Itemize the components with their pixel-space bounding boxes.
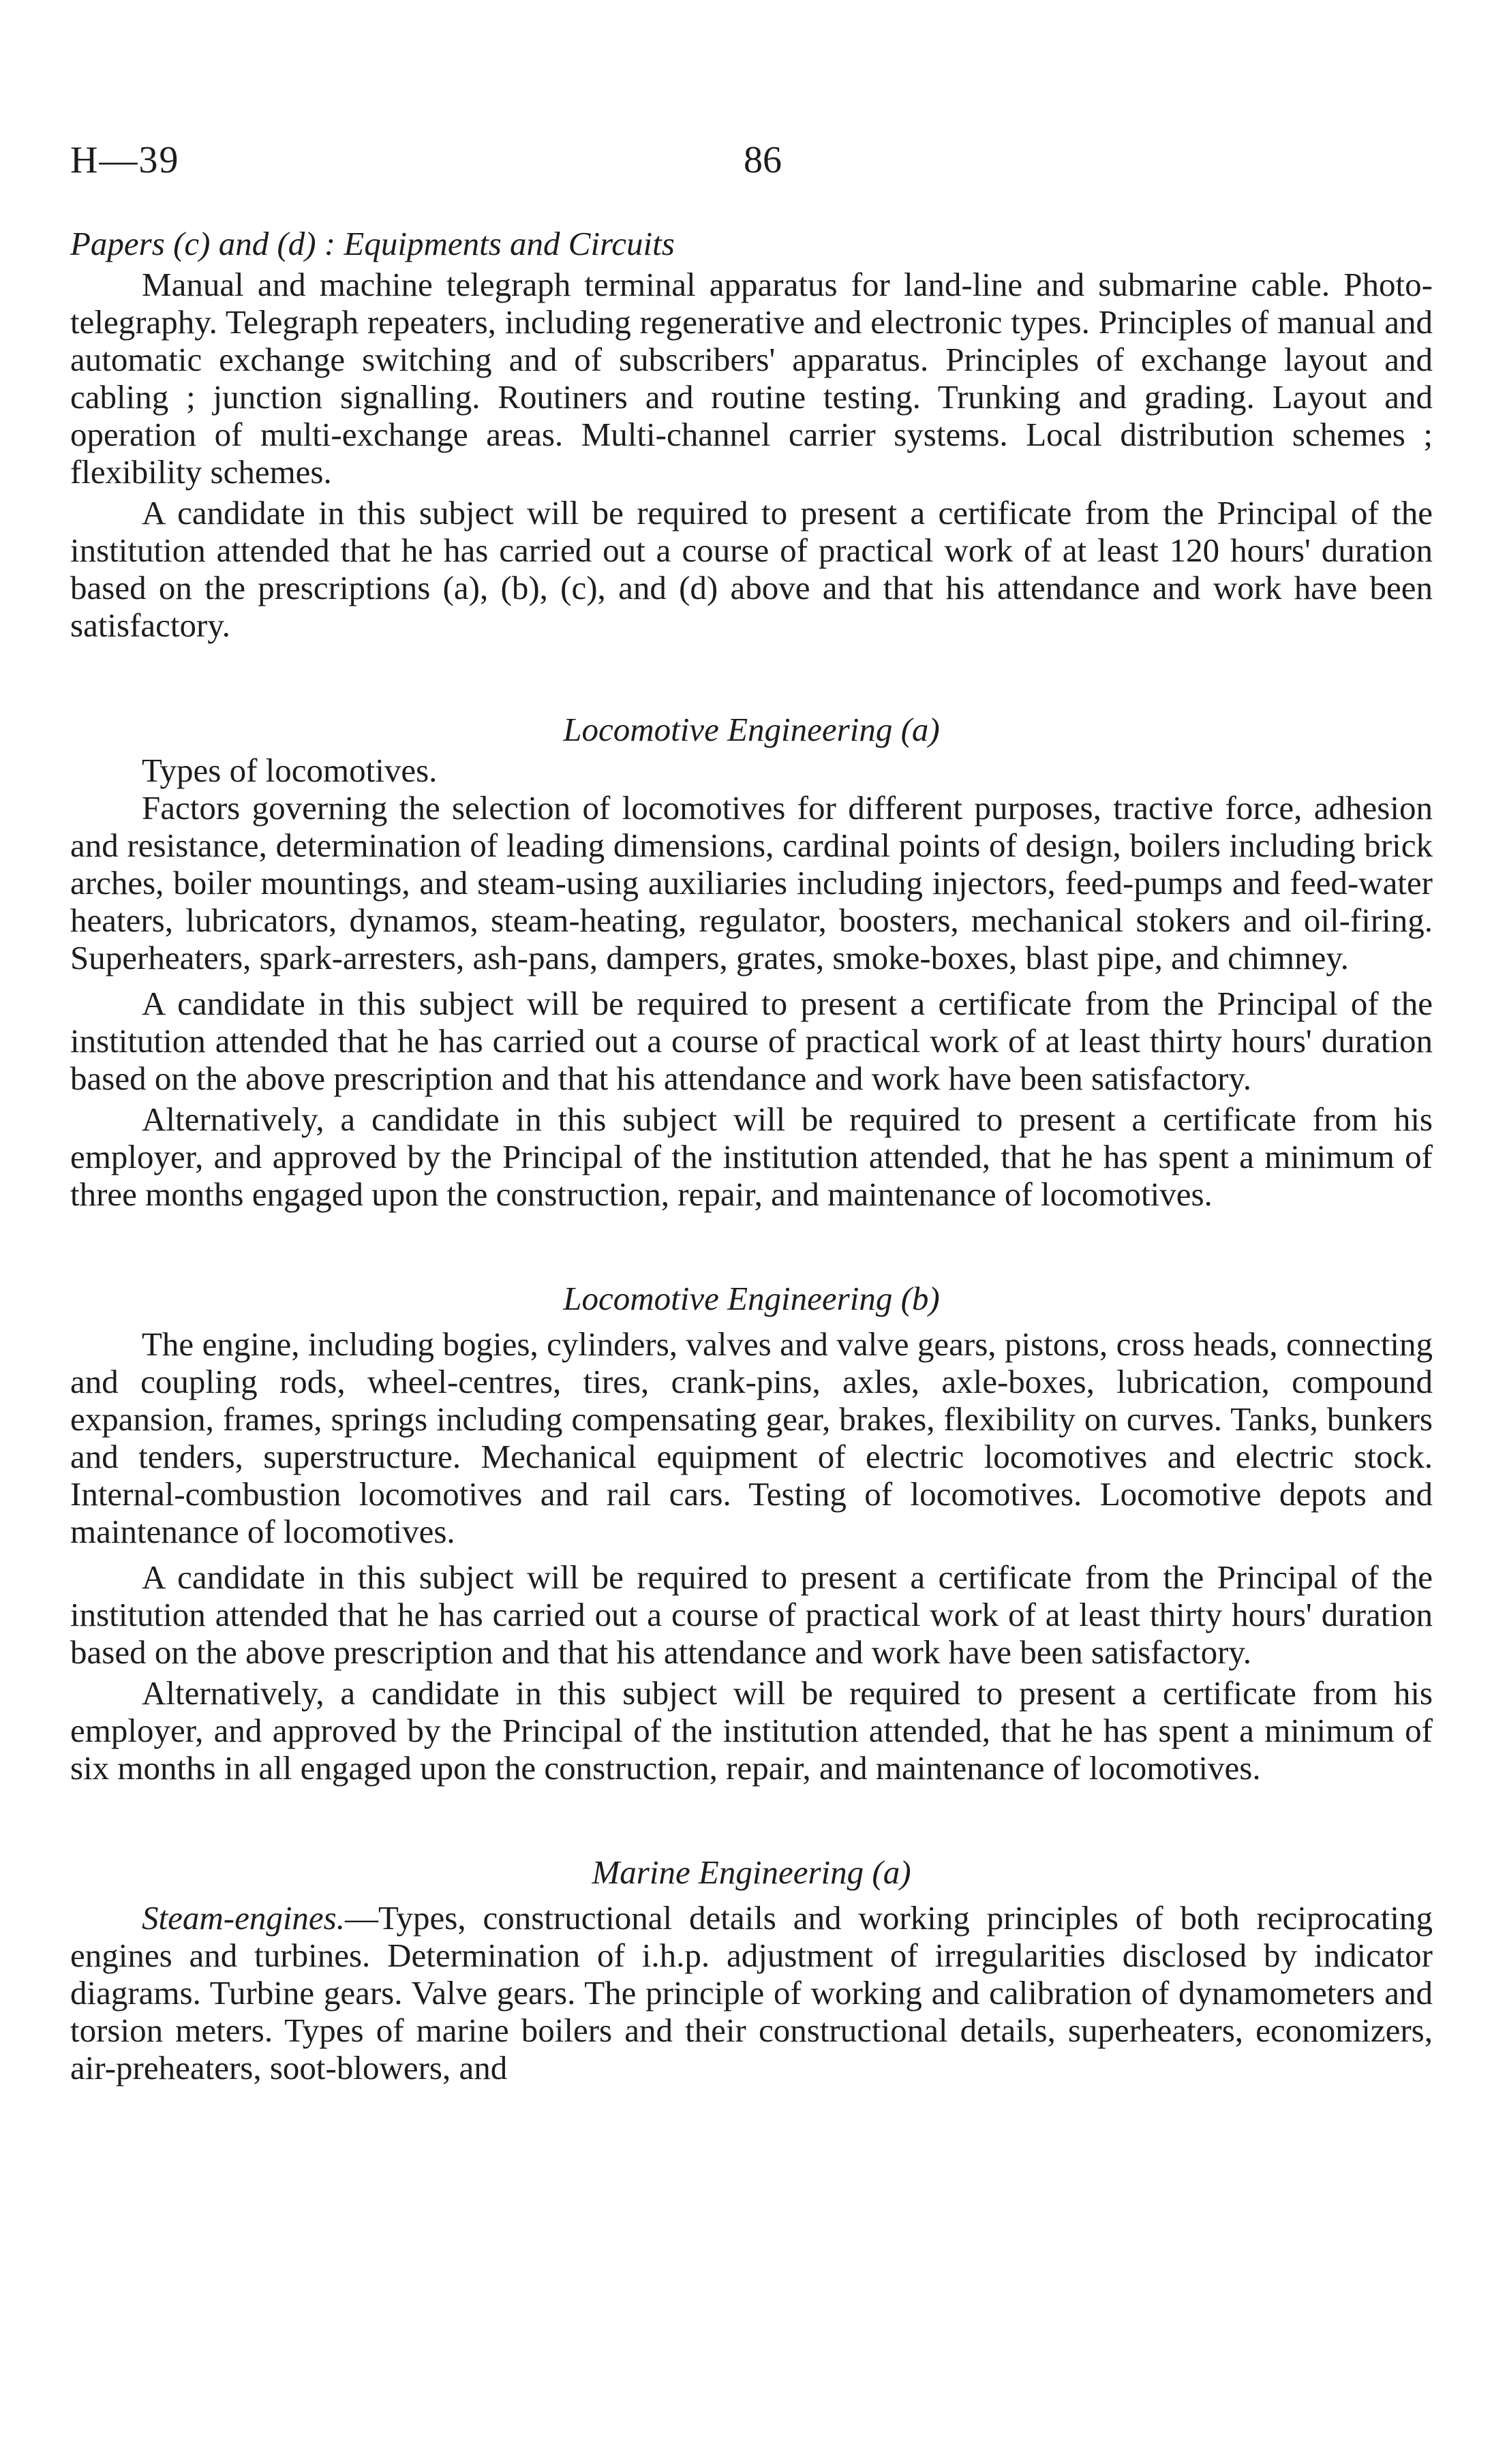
running-head <box>70 136 1433 184</box>
section-heading: Locomotive Engineering (a) <box>563 711 940 748</box>
run-in-heading: Steam-engines. <box>142 1899 345 1937</box>
section-heading: Locomotive Engineering (b) <box>563 1280 940 1317</box>
section-locomotive-engineering-b <box>70 1280 1433 1787</box>
subject-heading: Papers (c) and (d) : Equipments and Circuits <box>70 225 675 262</box>
paragraph <box>70 1899 1433 2086</box>
paragraph: Factors governing the selection of locomotives for different purposes, tractive force, adhesion and resistance, determination of leading dimensions, cardinal points of design, boilers including brick arches, boiler mountings, and steam-using auxiliaries including injectors, feed-pumps and feed-water heaters, lubricators, dynamos, steam-heating, regulator, boosters, mechanical stokers and oil-firing. Superheaters, spark-arresters, ash-pans, dampers, grates, smoke-boxes, blast pipe, and chimney. <box>70 789 1433 976</box>
section-marine-engineering-a <box>70 1853 1433 2086</box>
paragraph: Manual and machine telegraph terminal apparatus for land-line and submarine cable. Photo-telegraphy. Telegraph repeaters, including regenerative and electronic types. Principles of manual and automatic exchange switching and of subscribers' apparatus. Principles of exchange layout and cabling ; junction signalling. Routiners and routine testing. Trunking and grading. Layout and operation of multi-exchange areas. Multi-channel carrier systems. Local distribution schemes ; flexibility schemes. <box>70 266 1433 491</box>
certificate-paragraph: A candidate in this subject will be required to present a certificate from the Principal of the institution attended that he has carried out a course of practical work of at least thirty hours' duration based on the above prescription and that his attendance and work have been satisfactory. <box>70 1558 1433 1671</box>
page-number: 86 <box>744 139 782 181</box>
section-equipments-circuits <box>70 225 1433 644</box>
paragraph: Types of locomotives. <box>142 752 438 789</box>
paragraph-text: —Types, constructional details and working principles of both reciprocating engines and turbines. Determination of i.h.p. adjustment of irregularities disclosed by indicator diagrams. Turbine gears. Valve gears. The principle of working and calibration of dynamometers and torsion meters. Types of marine boilers and their constructional details, superheaters, economizers, air-preheaters, soot-blowers, and <box>70 1899 1433 2086</box>
paragraph: The engine, including bogies, cylinders, valves and valve gears, pistons, cross heads, connecting and coupling rods, wheel-centres, tires, crank-pins, axles, axle-boxes, lubrication, compound expansion, frames, springs including compensating gear, brakes, flexibility on curves. Tanks, bunkers and tenders, superstructure. Mechanical equipment of electric locomotives and electric stock. Internal-combustion locomotives and rail cars. Testing of locomotives. Locomotive depots and maintenance of locomotives. <box>70 1325 1433 1550</box>
page-reference: H—39 <box>70 139 180 181</box>
alternative-paragraph: Alternatively, a candidate in this subject will be required to present a certificate from his employer, and approved by the Principal of the institution attended, that he has spent a minimum of three months engaged upon the construction, repair, and maintenance of locomotives. <box>70 1100 1433 1213</box>
section-heading: Marine Engineering (a) <box>592 1853 911 1891</box>
certificate-paragraph: A candidate in this subject will be required to present a certificate from the Principal of the institution attended that he has carried out a course of practical work of at least thirty hours' duration based on the above prescription and that his attendance and work have been satisfactory. <box>70 985 1433 1097</box>
alternative-paragraph: Alternatively, a candidate in this subject will be required to present a certificate from his employer, and approved by the Principal of the institution attended, that he has spent a minimum of six months in all engaged upon the construction, repair, and maintenance of locomotives. <box>70 1674 1433 1787</box>
section-locomotive-engineering-a <box>70 711 1433 1213</box>
certificate-paragraph: A candidate in this subject will be required to present a certificate from the Principal of the institution attended that he has carried out a course of practical work of at least 120 hours' duration based on the prescriptions (a), (b), (c), and (d) above and that his attendance and work have been satisfactory. <box>70 494 1433 644</box>
page-body <box>70 225 1433 2086</box>
